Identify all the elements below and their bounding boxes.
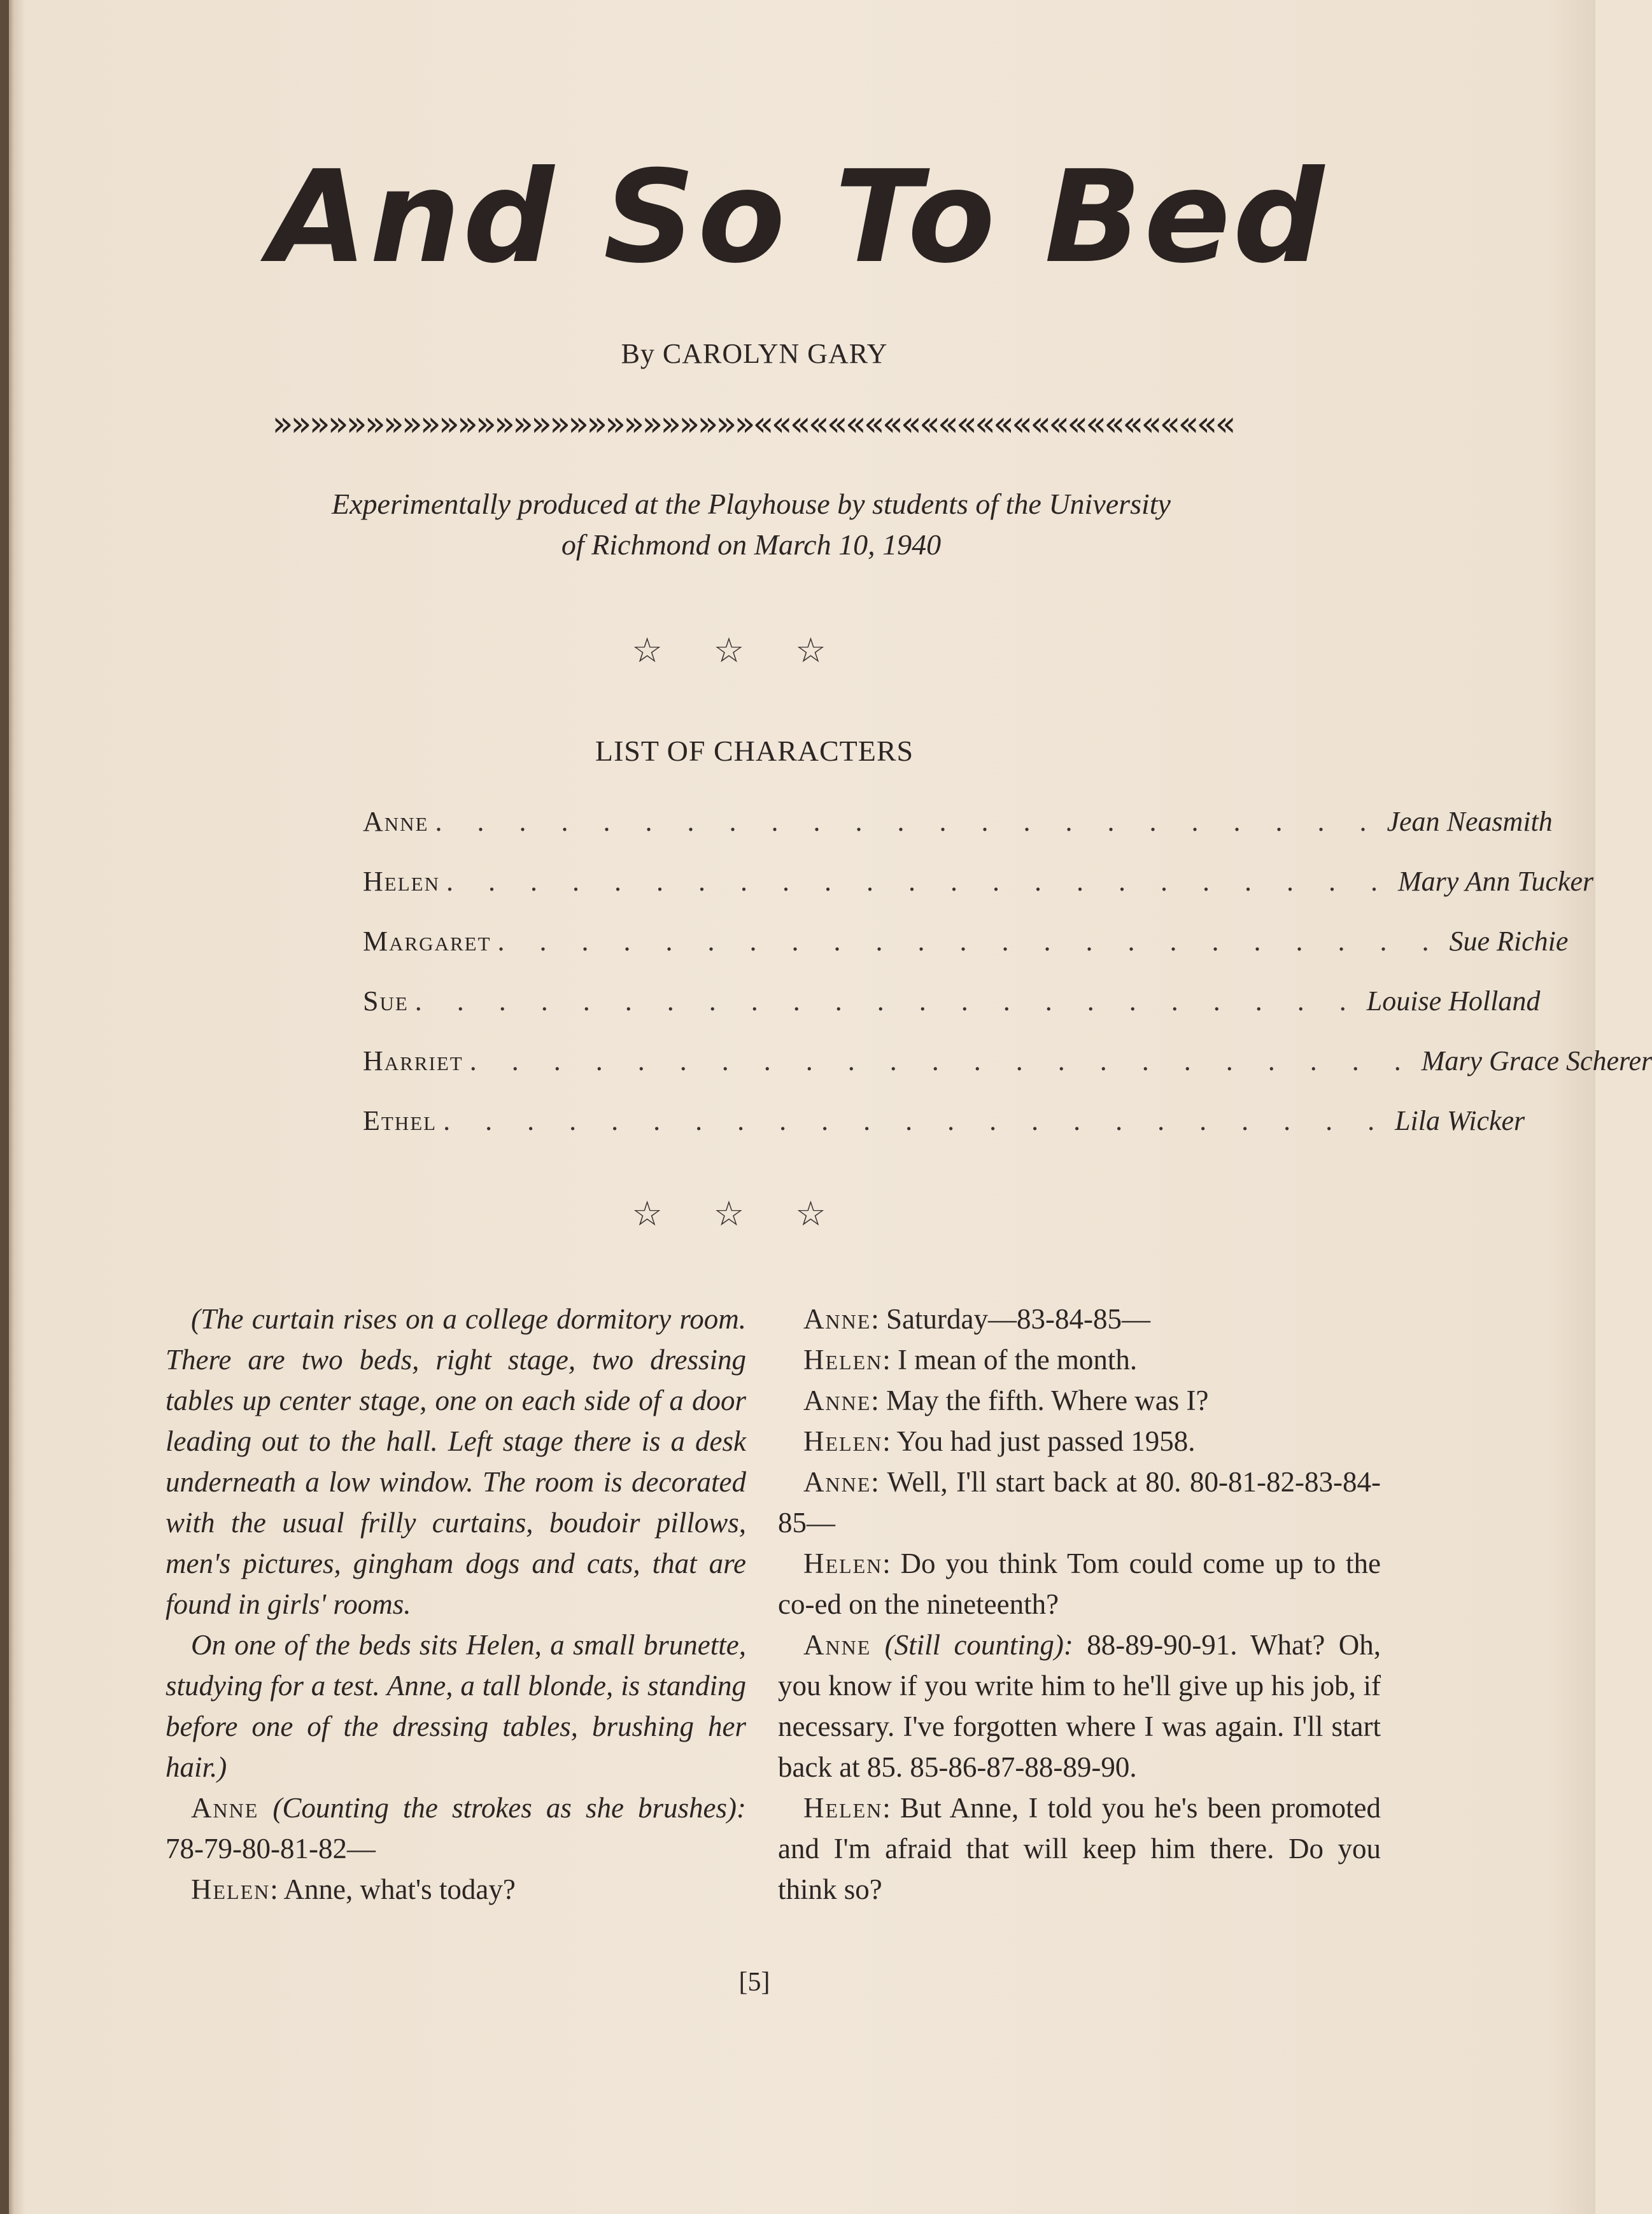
speaker-name: Anne [803, 1629, 872, 1661]
cast-actor: Louise Holland [1366, 985, 1541, 1017]
chevron-ornament [127, 400, 1378, 448]
chevron-right-arrows: «««««««««««««««««««««««««« [752, 404, 1234, 444]
production-line-2: of Richmond on March 10, 1940 [561, 528, 942, 561]
dialogue-line [778, 1625, 1381, 1787]
cast-actor: Mary Grace Scherer [1421, 1045, 1652, 1076]
cast-actor: Jean Neasmith [1387, 806, 1553, 837]
play-title: And So To Bed [269, 143, 1327, 292]
dialogue-line [778, 1462, 1381, 1543]
dialogue-line [778, 1380, 1381, 1421]
dialogue-text: But Anne, I told you he's been promoted and I'm afraid that will keep him there. Do you think so? [778, 1792, 1381, 1905]
speaker-colon: : [871, 1466, 887, 1498]
byline: By CAROLYN GARY [621, 338, 888, 369]
dialogue-text: Do you think Tom could come up to the co-ed on the nineteenth? [778, 1548, 1381, 1620]
dot-leader: . . . . . . . . . . . . . . . . . . . . . . . [435, 806, 1381, 837]
cast-row [363, 985, 1541, 1045]
chevron-left-arrows: »»»»»»»»»»»»»»»»»»»»»»»»»» [272, 404, 753, 444]
cast-heading: LIST OF CHARACTERS [595, 735, 914, 767]
dialogue-text: 78-79-80-81-82— [166, 1833, 376, 1865]
cast-row [363, 1045, 1652, 1104]
cast-actor: Lila Wicker [1395, 1105, 1525, 1136]
dialogue-line [778, 1787, 1381, 1910]
speaker-name: Helen [803, 1792, 883, 1824]
dialogue-text: Well, I'll start back at 80. 80-81-82-83-84-85— [778, 1466, 1381, 1539]
speaker-name: Anne [803, 1385, 872, 1416]
dot-leader: . . . . . . . . . . . . . . . . . . . . . . . [446, 866, 1392, 897]
star-divider-bottom: ☆☆☆ [632, 1194, 877, 1234]
dialogue-line [778, 1421, 1381, 1462]
cast-row [363, 1104, 1525, 1164]
cast-row [363, 925, 1569, 985]
cast-row [363, 865, 1594, 925]
speaker-colon: : [871, 1303, 887, 1335]
cast-list [363, 805, 1652, 1164]
stage-direction: On one of the beds sits Helen, a small brunette, studying for a test. Anne, a tall blonde, is standing before one of the dressing tables, brushing her hair.) [166, 1629, 746, 1783]
speaker-name: Anne [191, 1792, 259, 1824]
cast-actor: Mary Ann Tucker [1397, 866, 1594, 897]
dialogue-line [778, 1543, 1381, 1625]
speaker-name: Helen [191, 1873, 271, 1905]
cast-role: Helen [363, 866, 440, 897]
stage-direction: (The curtain rises on a college dormitory room. There are two beds, right stage, two dressing tables up center stage, one on each side of a door leading out to the hall. Left stage there is a desk underneath a low window. The room is decorated with the usual frilly curtains, boudoir pillows, men's pictures, gingham dogs and cats, that are found in girls' rooms. [166, 1303, 746, 1620]
dialogue-line [778, 1339, 1381, 1380]
speaker-direction: (Counting the strokes as she brushes): [272, 1792, 746, 1824]
speaker-name: Helen [803, 1548, 883, 1579]
cast-role: Sue [363, 985, 409, 1017]
speaker-colon: : [871, 1385, 887, 1416]
production-note [242, 484, 1260, 565]
speaker-colon: : [882, 1344, 898, 1376]
cast-row [363, 805, 1553, 865]
left-column [166, 1299, 746, 1910]
speaker-colon: : [882, 1548, 901, 1579]
book-spine [0, 0, 9, 2214]
speaker-name: Helen [803, 1344, 883, 1376]
speaker-colon: : [882, 1792, 900, 1824]
dialogue-text: May the fifth. Where was I? [886, 1385, 1209, 1416]
production-line-1: Experimentally produced at the Playhouse by students of the University [332, 488, 1171, 520]
dot-leader: . . . . . . . . . . . . . . . . . . . . . . . [469, 1045, 1415, 1076]
right-column [778, 1299, 1381, 1910]
dialogue-line [778, 1299, 1381, 1339]
dialogue-text: Anne, what's today? [283, 1873, 516, 1905]
dot-leader: . . . . . . . . . . . . . . . . . . . . . . . [497, 926, 1443, 957]
dialogue-text: You had just passed 1958. [896, 1425, 1196, 1457]
dialogue-line [166, 1787, 746, 1869]
dialogue-text: I mean of the month. [898, 1344, 1138, 1376]
speaker-colon: : [882, 1425, 897, 1457]
cast-role: Harriet [363, 1045, 463, 1076]
speaker-colon: : [270, 1873, 284, 1905]
speaker-direction: (Still counting): [884, 1629, 1073, 1661]
dialogue-text: 88-89-90-91. What? Oh, you know if you write him to he'll give up his job, if necessary. I've forgotten where I was again. I'll start back at 85. 85-86-87-88-89-90. [778, 1629, 1381, 1783]
page-number: [5] [738, 1968, 770, 1997]
dialogue-line [166, 1869, 746, 1910]
dot-leader: . . . . . . . . . . . . . . . . . . . . . . . [443, 1105, 1389, 1136]
cast-role: Ethel [363, 1105, 437, 1136]
dot-leader: . . . . . . . . . . . . . . . . . . . . . . . [414, 985, 1360, 1017]
speaker-name: Anne [803, 1466, 872, 1498]
cast-role: Margaret [363, 926, 491, 957]
cast-role: Anne [363, 806, 429, 837]
speaker-name: Helen [803, 1425, 883, 1457]
star-divider-top: ☆☆☆ [632, 630, 877, 670]
dialogue-text: Saturday—83-84-85— [886, 1303, 1150, 1335]
speaker-name: Anne [803, 1303, 872, 1335]
cast-actor: Sue Richie [1449, 926, 1569, 957]
